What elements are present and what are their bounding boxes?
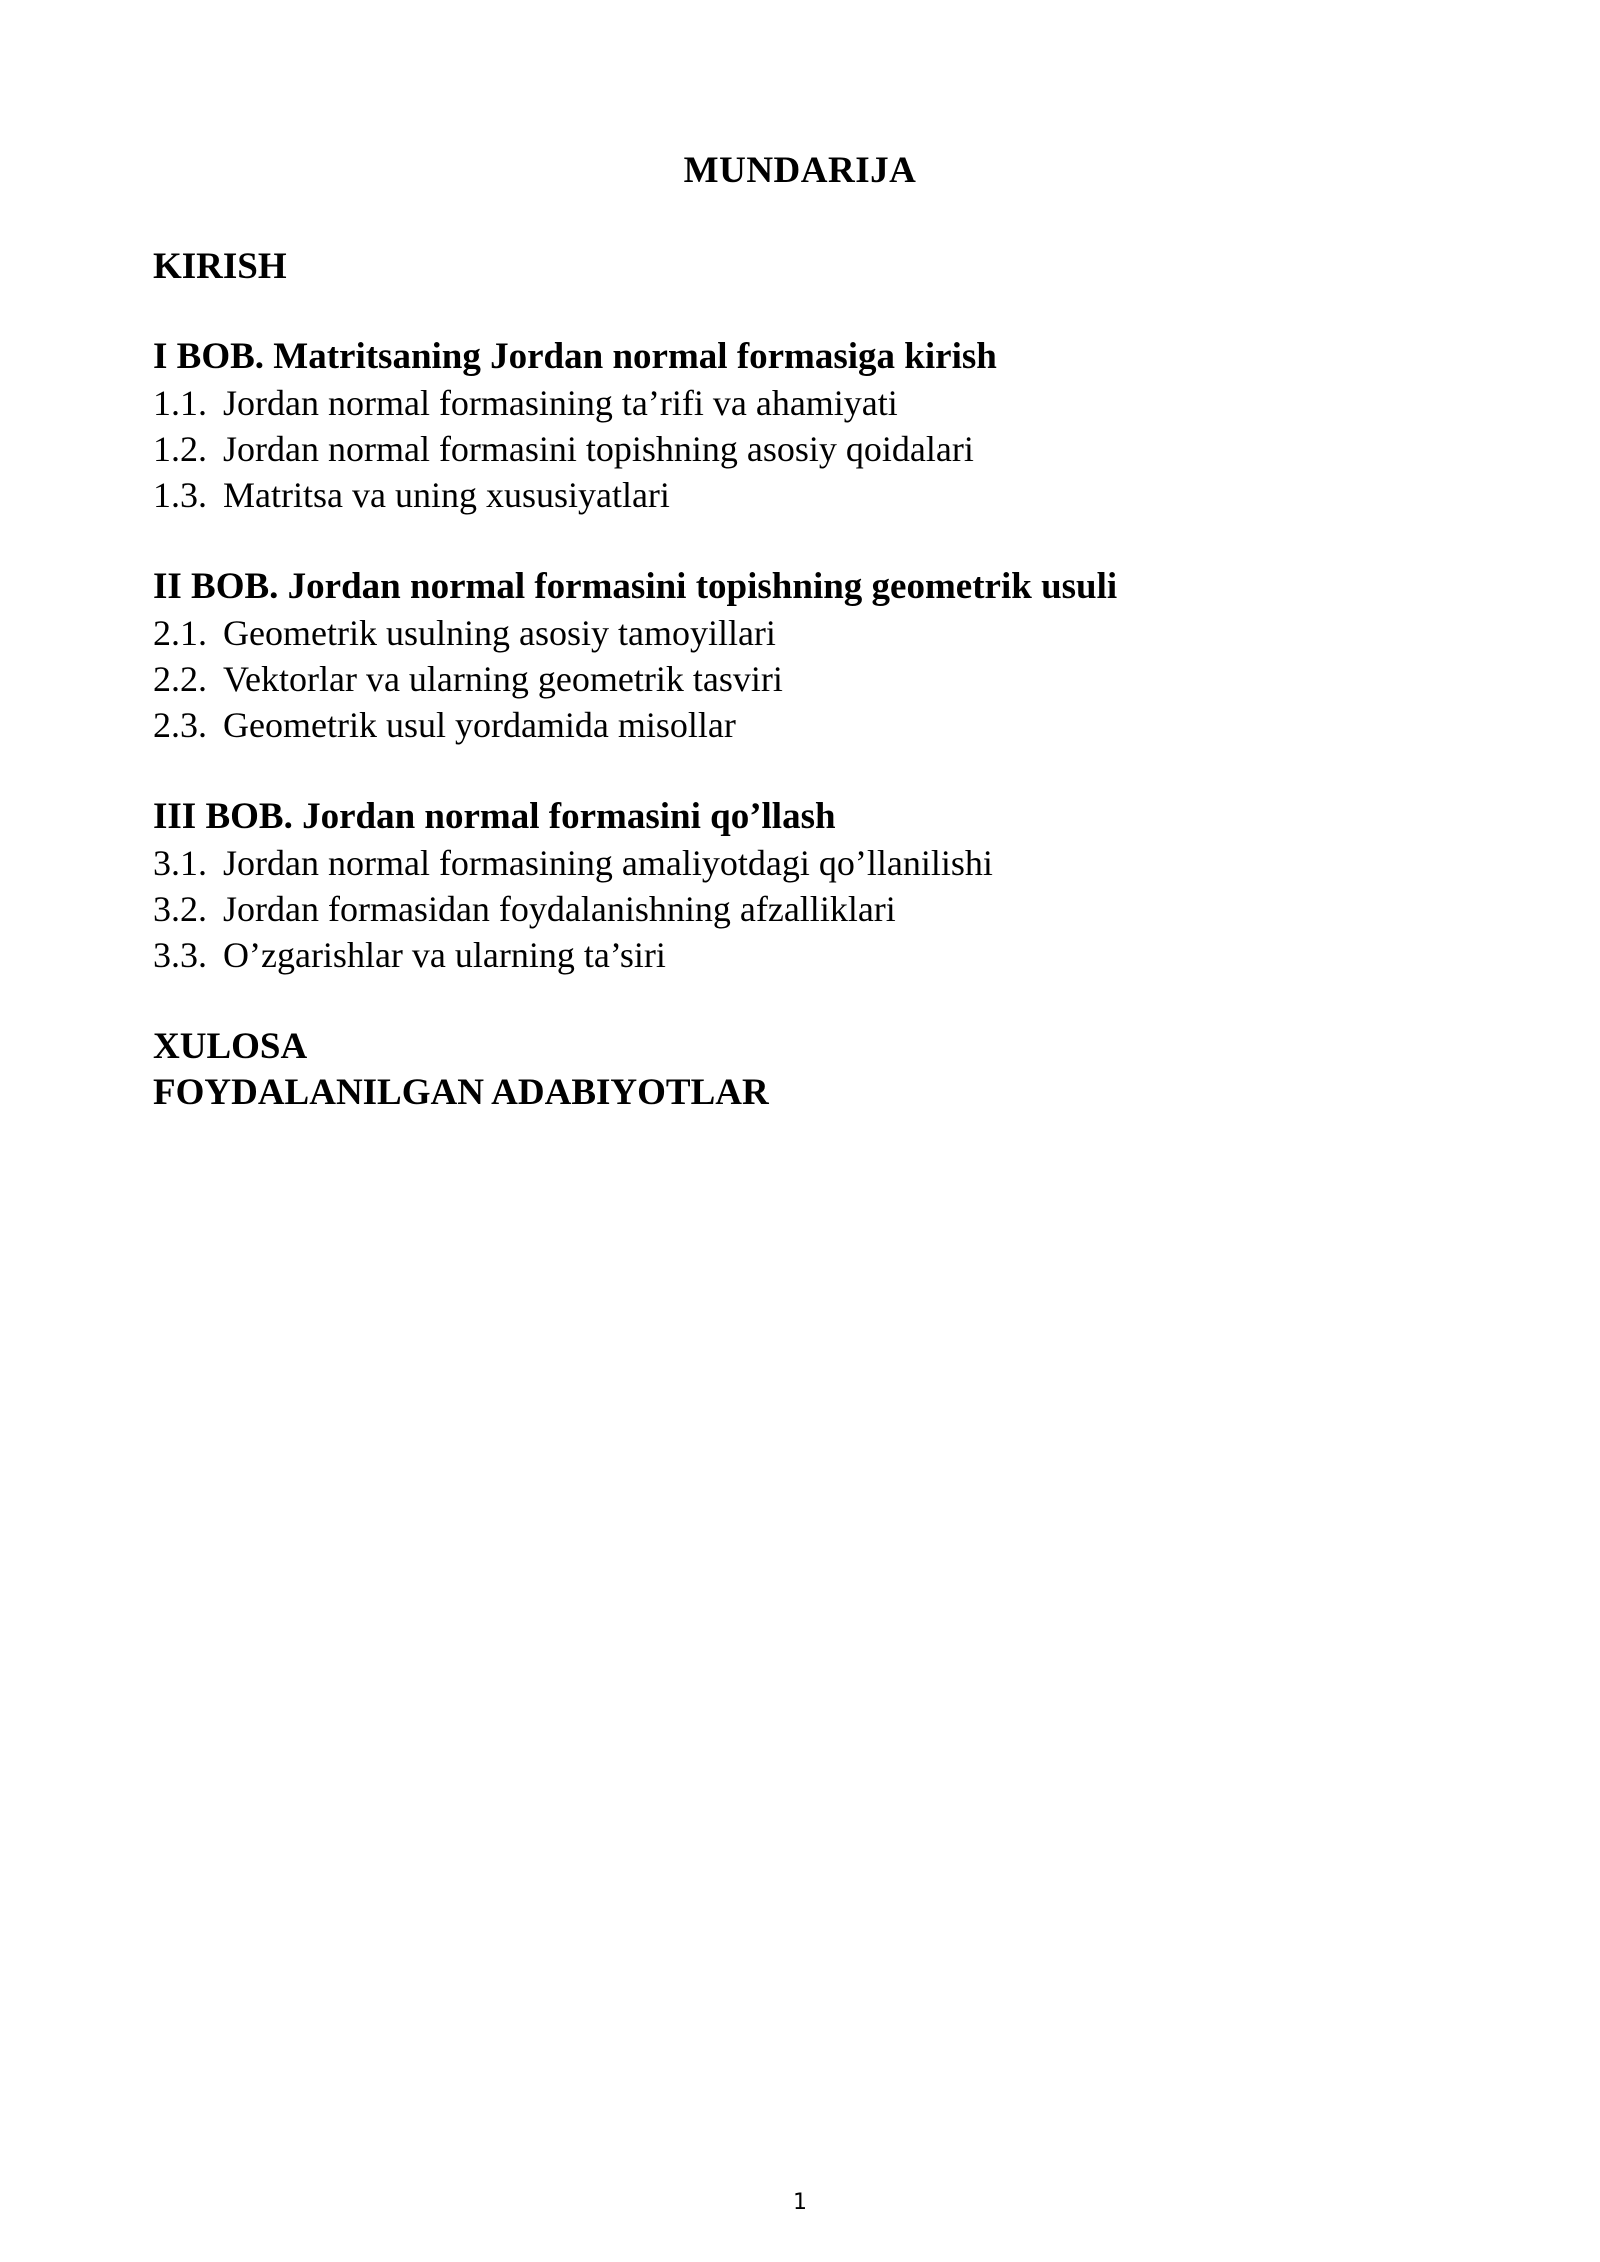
section-number: 1.1. <box>153 383 207 423</box>
toc-intro-heading: KIRISH <box>153 246 287 287</box>
chapter-1-block <box>153 334 1453 518</box>
section-title: Jordan normal formasining ta’rifi va ahamiyati <box>223 383 898 423</box>
chapter-1-heading: I BOB. Matritsaning Jordan normal formasiga kirish <box>153 336 997 377</box>
section-title: Geometrik usulning asosiy tamoyillari <box>223 613 776 653</box>
toc-entry <box>153 656 1453 702</box>
toc-entry <box>153 610 1453 656</box>
section-number: 3.1. <box>153 843 207 883</box>
section-title: Jordan normal formasini topishning asosiy qoidalari <box>223 429 974 469</box>
section-title: Geometrik usul yordamida misollar <box>223 705 736 745</box>
toc-entry <box>153 886 1453 932</box>
section-number: 3.3. <box>153 935 207 975</box>
toc-entry <box>153 426 1453 472</box>
section-title: Vektorlar va ularning geometrik tasviri <box>223 659 783 699</box>
chapter-3-heading: III BOB. Jordan normal formasini qo’llash <box>153 796 836 837</box>
intro-block <box>153 244 1453 290</box>
page-number: 1 <box>793 2190 807 2215</box>
toc-entry <box>153 932 1453 978</box>
section-number: 2.2. <box>153 659 207 699</box>
chapter-2-heading: II BOB. Jordan normal formasini topishning geometrik usuli <box>153 566 1118 607</box>
toc-entry <box>153 702 1453 748</box>
closing-block <box>153 1024 1453 1116</box>
section-number: 2.1. <box>153 613 207 653</box>
chapter-3-block <box>153 794 1453 978</box>
section-number: 1.3. <box>153 475 207 515</box>
section-number: 2.3. <box>153 705 207 745</box>
section-number: 3.2. <box>153 889 207 929</box>
section-title: O’zgarishlar va ularning ta’siri <box>223 935 666 975</box>
section-title: Jordan formasidan foydalanishning afzalliklari <box>223 889 896 929</box>
section-title: Matritsa va uning xususiyatlari <box>223 475 670 515</box>
page-title: MUNDARIJA <box>683 150 917 191</box>
section-number: 1.2. <box>153 429 207 469</box>
toc-entry <box>153 380 1453 426</box>
chapter-2-block <box>153 564 1453 748</box>
toc-references-heading: FOYDALANILGAN ADABIYOTLAR <box>153 1072 769 1113</box>
toc-entry <box>153 840 1453 886</box>
toc-conclusion-heading: XULOSA <box>153 1026 308 1067</box>
section-title: Jordan normal formasining amaliyotdagi qo’llanilishi <box>223 843 993 883</box>
toc-entry <box>153 472 1453 518</box>
